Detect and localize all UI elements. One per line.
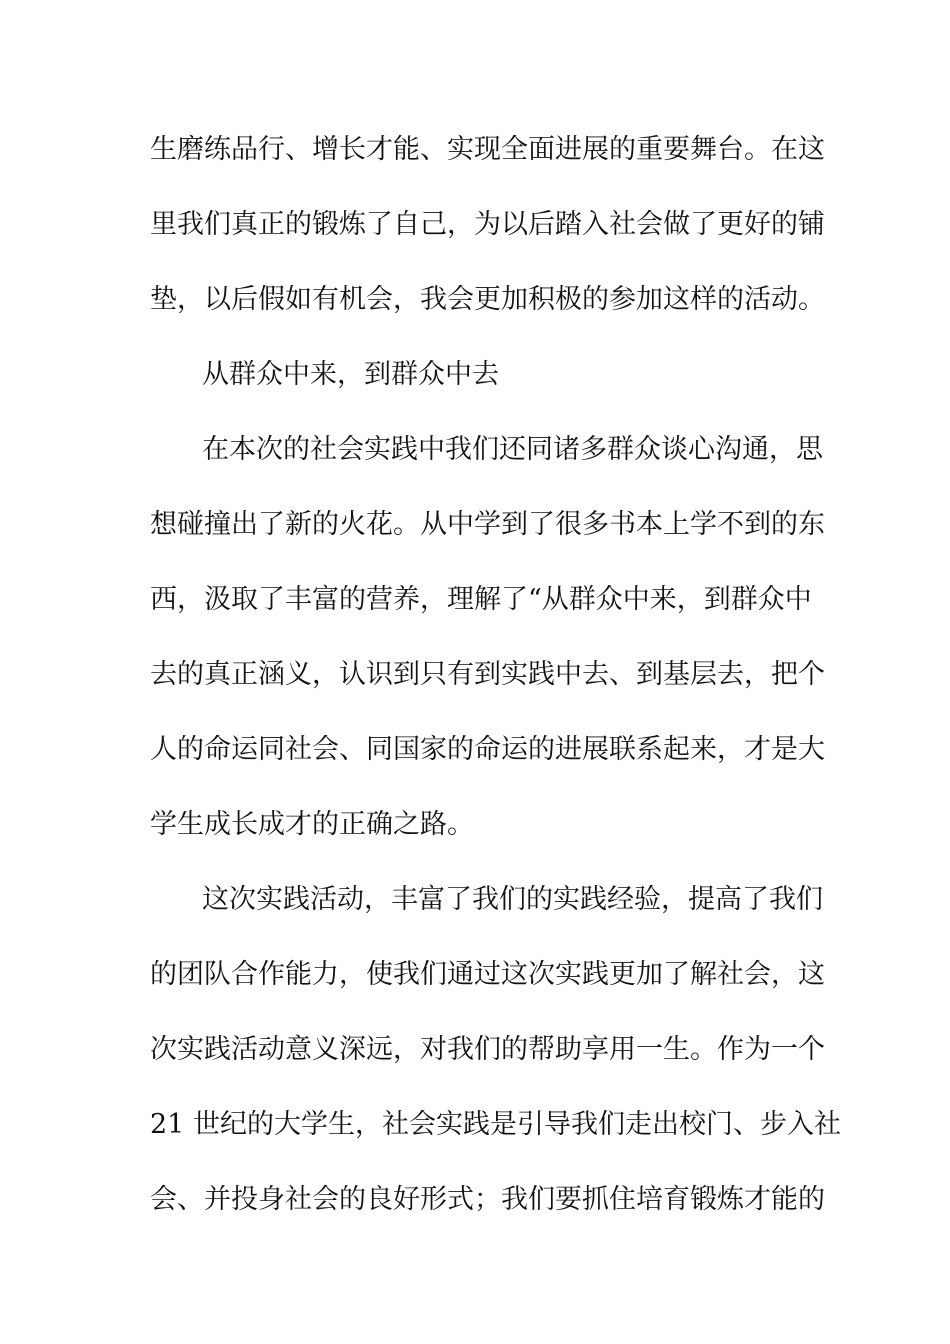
- text-line: 会、并投身社会的良好形式；我们要抓住培育锻炼才能的: [150, 1184, 825, 1215]
- text-line: 西，汲取了丰富的营养，理解了“从群众中来，到群众中: [150, 584, 812, 615]
- text-line: 里我们真正的锻炼了自己，为以后踏入社会做了更好的铺: [150, 209, 825, 240]
- section-heading: 从群众中来，到群众中去: [202, 359, 499, 390]
- text-line: 的团队合作能力，使我们通过这次实践更加了解社会，这: [150, 959, 825, 990]
- text-line: 次实践活动意义深远，对我们的帮助享用一生。作为一个: [150, 1034, 825, 1065]
- text-line: 想碰撞出了新的火花。从中学到了很多书本上学不到的东: [150, 509, 825, 540]
- text-line: 垫，以后假如有机会，我会更加积极的参加这样的活动。: [150, 284, 825, 315]
- text-line: 在本次的社会实践中我们还同诸多群众谈心沟通，思: [202, 434, 823, 465]
- text-line: 去的真正涵义，认识到只有到实践中去、到基层去，把个: [150, 659, 825, 690]
- text-line: 生磨练品行、增长才能、实现全面进展的重要舞台。在这: [150, 134, 825, 165]
- text-line: 人的命运同社会、同国家的命运的进展联系起来，才是大: [150, 734, 825, 765]
- text-line: 这次实践活动，丰富了我们的实践经验，提高了我们: [202, 884, 823, 915]
- text-line: 21 世纪的大学生，社会实践是引导我们走出校门、步入社: [150, 1109, 841, 1140]
- text-line: 学生成长成才的正确之路。: [150, 809, 474, 840]
